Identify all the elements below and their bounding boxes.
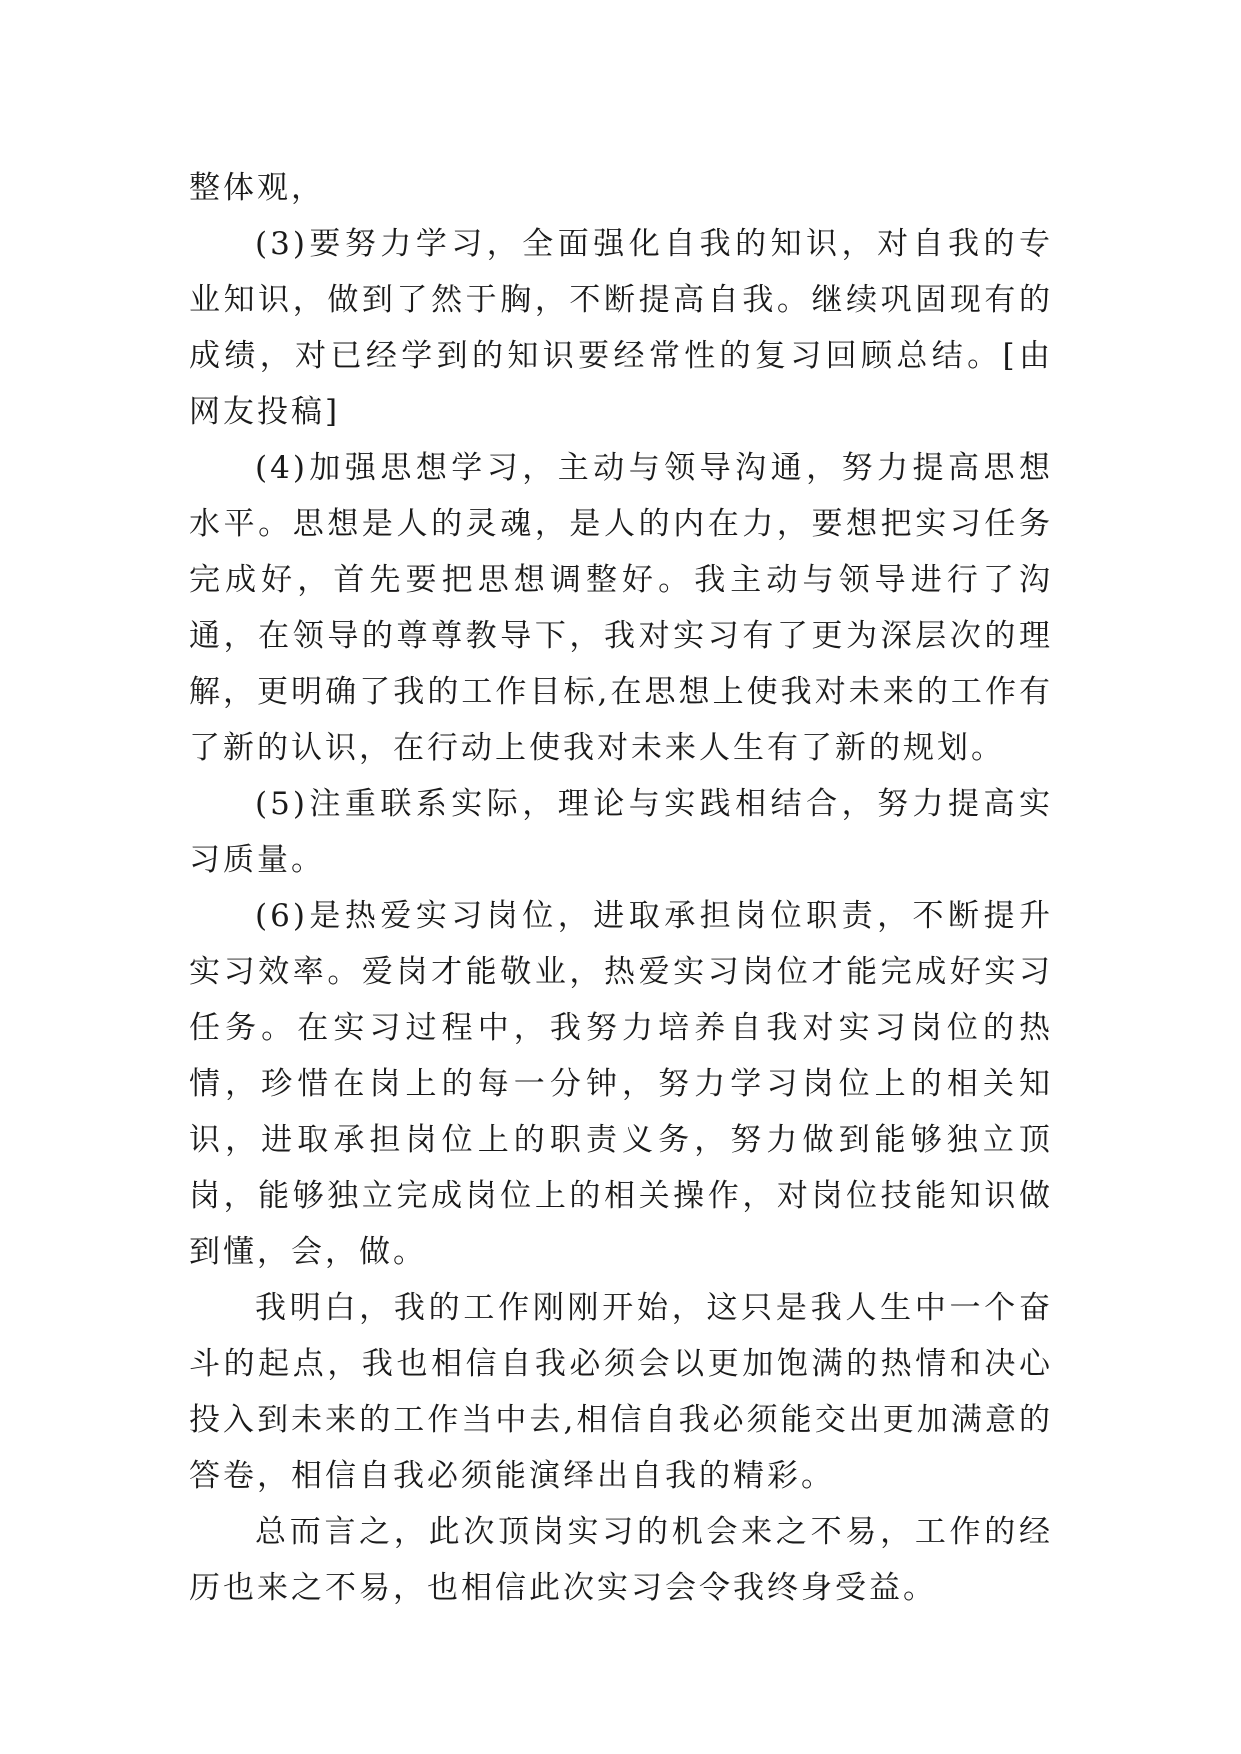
paragraph-item-3: (3)要努力学习，全面强化自我的知识，对自我的专业知识，做到了然于胸，不断提高自我。继续巩固现有的成绩，对已经学到的知识要经常性的复习回顾总结。[由网友投稿] xyxy=(189,226,1053,430)
paragraph-conclusion: 总而言之，此次顶岗实习的机会来之不易，工作的经历也来之不易，也相信此次实习会令我终身受益。 xyxy=(189,1514,1053,1606)
paragraph-continuation: 整体观， xyxy=(189,170,325,206)
document-body xyxy=(189,160,1053,1616)
paragraph-item-4: (4)加强思想学习，主动与领导沟通，努力提高思想水平。思想是人的灵魂，是人的内在力，要想把实习任务完成好，首先要把思想调整好。我主动与领导进行了沟通，在领导的尊尊教导下，我对实习有了更为深层次的理解，更明确了我的工作目标,在思想上使我对未来的工作有了新的认识，在行动上使我对未来人生有了新的规划。 xyxy=(189,450,1053,766)
paragraph-reflection: 我明白，我的工作刚刚开始，这只是我人生中一个奋斗的起点，我也相信自我必须会以更加饱满的热情和决心投入到未来的工作当中去,相信自我必须能交出更加满意的答卷，相信自我必须能演绎出自我的精彩。 xyxy=(189,1290,1053,1494)
paragraph-item-6: (6)是热爱实习岗位，进取承担岗位职责，不断提升实习效率。爱岗才能敬业，热爱实习岗位才能完成好实习任务。在实习过程中，我努力培养自我对实习岗位的热情，珍惜在岗上的每一分钟，努力学习岗位上的相关知识，进取承担岗位上的职责义务，努力做到能够独立顶岗，能够独立完成岗位上的相关操作，对岗位技能知识做到懂，会，做。 xyxy=(189,898,1053,1270)
paragraph-item-5: (5)注重联系实际，理论与实践相结合，努力提高实习质量。 xyxy=(189,786,1053,878)
